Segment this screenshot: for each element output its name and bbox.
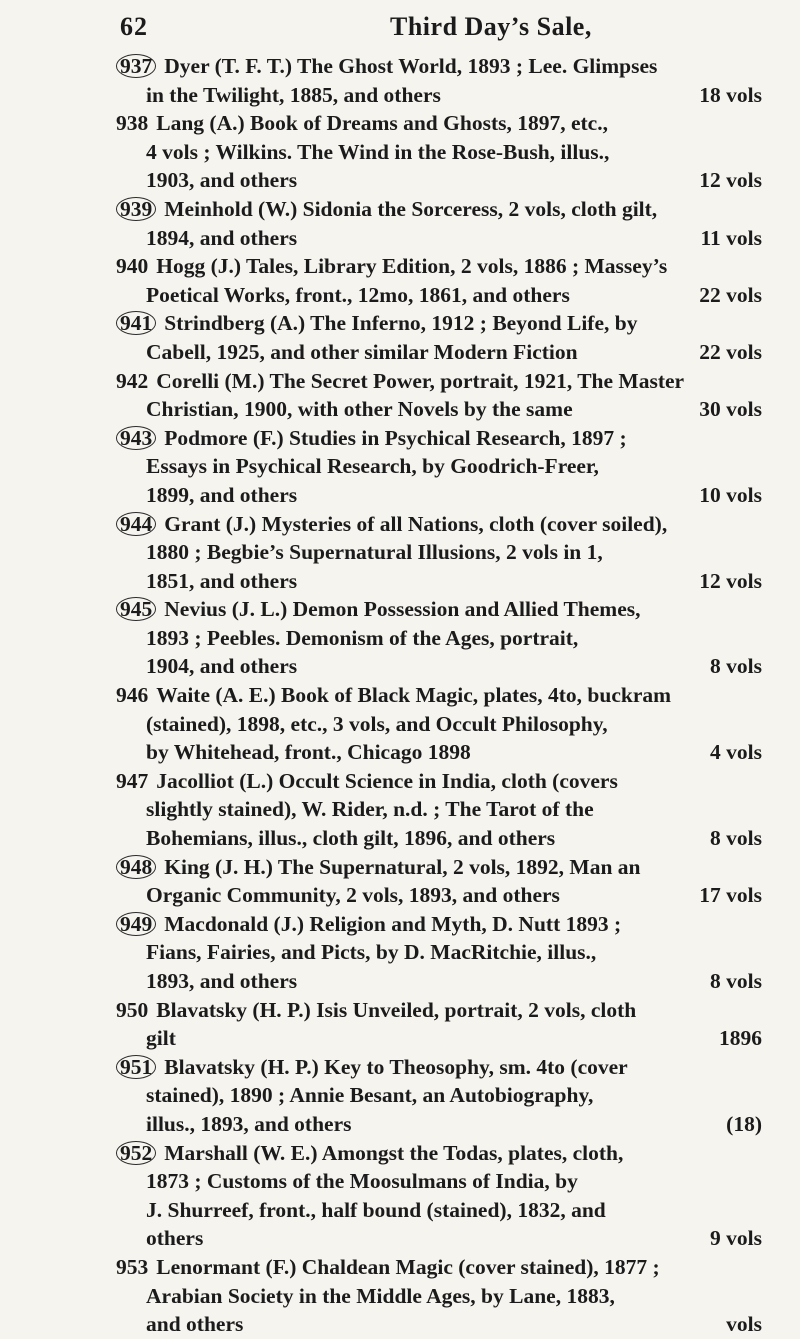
lot-text: Hogg (J.) Tales, Library Edition, 2 vols, 1886 ; Massey’s [156, 254, 668, 279]
lot-text: 1894, and others [146, 225, 298, 250]
lot-quantity: 18 vols [699, 82, 762, 107]
lot-number: 951 [116, 1055, 156, 1079]
lot-entry [0, 195, 762, 252]
lot-entry [0, 109, 762, 195]
lot-text: Essays in Psychical Research, by Goodrich-Freer, [146, 454, 599, 479]
lot-text: 1851, and others [146, 568, 298, 593]
lot-continuation-line [0, 138, 762, 167]
lot-quantity: (18) [726, 1111, 762, 1136]
lot-text: Poetical Works, front., 12mo, 1861, and others [146, 282, 570, 307]
lot-text: Nevius (J. L.) Demon Possession and Allied Themes, [164, 597, 641, 622]
lot-continuation-line [0, 166, 762, 195]
lot-number: 948 [116, 855, 156, 879]
lot-text: 1893 ; Peebles. Demonism of the Ages, portrait, [146, 625, 579, 650]
lot-text: 1893, and others [146, 969, 298, 993]
lot-continuation-line [0, 795, 762, 824]
lot-quantity: 12 vols [699, 568, 762, 593]
lot-text: stained), 1890 ; Annie Besant, an Autobiography, [146, 1083, 594, 1108]
lot-continuation-line [0, 1167, 762, 1196]
lot-quantity: 4 vols [710, 740, 762, 765]
lot-continuation-line [0, 224, 762, 253]
lot-continuation-line [0, 1024, 762, 1053]
lot-quantity: 30 vols [699, 397, 762, 422]
lot-first-line [0, 1253, 762, 1282]
lot-number: 943 [116, 426, 156, 450]
lot-text: 1880 ; Begbie’s Supernatural Illusions, 2 vols in 1, [146, 540, 603, 565]
lot-number: 940 [116, 254, 149, 279]
lot-entry [0, 996, 762, 1053]
lot-quantity: 1896 [719, 1026, 762, 1051]
lot-number: 938 [116, 111, 149, 136]
lot-text: Waite (A. E.) Book of Black Magic, plates, 4to, buckram [156, 683, 672, 708]
lot-entry [0, 1139, 762, 1253]
lot-text: Podmore (F.) Studies in Psychical Research, 1897 ; [164, 425, 627, 450]
lot-first-line [0, 252, 762, 281]
lot-quantity: 12 vols [699, 168, 762, 193]
page-header [0, 12, 800, 52]
lot-continuation-line [0, 538, 762, 567]
lot-entry [0, 853, 762, 910]
lot-continuation-line [0, 81, 762, 110]
lot-text: 4 vols ; Wilkins. The Wind in the Rose-Bush, illus., [146, 139, 610, 164]
lot-number: 942 [116, 368, 149, 393]
lot-continuation-line [0, 738, 762, 767]
lot-first-line [0, 910, 762, 939]
lot-text: 1899, and others [146, 482, 298, 507]
lot-number: 945 [116, 597, 156, 621]
lot-continuation-line [0, 395, 762, 424]
lot-text: Meinhold (W.) Sidonia the Sorceress, 2 vols, cloth gilt, [164, 196, 658, 221]
lot-continuation-line [0, 1224, 762, 1253]
lot-text: 1873 ; Customs of the Moosulmans of India, by [146, 1169, 578, 1194]
lot-first-line [0, 996, 762, 1025]
lot-number: 944 [116, 512, 156, 536]
lot-text: in the Twilight, 1885, and others [146, 82, 441, 107]
lot-continuation-line [0, 824, 762, 853]
lot-number: 953 [116, 1254, 149, 1279]
lot-first-line [0, 367, 762, 396]
lot-first-line [0, 109, 762, 138]
lot-text: Macdonald (J.) Religion and Myth, D. Nutt 1893 ; [164, 911, 622, 936]
lot-continuation-line [0, 1196, 762, 1225]
lot-quantity: 8 vols [710, 654, 762, 679]
lot-list [0, 52, 800, 1339]
lot-quantity: 17 vols [699, 883, 762, 908]
lot-entry [0, 510, 762, 596]
lot-text: (stained), 1898, etc., 3 vols, and Occult Philosophy, [146, 711, 608, 736]
lot-text: Fians, Fairies, and Picts, by D. MacRitchie, illus., [146, 940, 597, 965]
lot-text: Blavatsky (H. P.) Isis Unveiled, portrait, 2 vols, cloth [156, 997, 637, 1022]
lot-text: illus., 1893, and others [146, 1111, 352, 1136]
lot-continuation-line [0, 938, 762, 967]
lot-first-line [0, 853, 762, 882]
lot-continuation-line [0, 967, 762, 996]
lot-quantity: 8 vols [710, 826, 762, 851]
lot-first-line [0, 767, 762, 796]
lot-continuation-line [0, 567, 762, 596]
lot-continuation-line [0, 1110, 762, 1139]
lot-continuation-line [0, 338, 762, 367]
lot-entry [0, 424, 762, 510]
lot-continuation-line [0, 881, 762, 910]
lot-text: Marshall (W. E.) Amongst the Todas, plates, cloth, [164, 1140, 624, 1165]
lot-quantity: 9 vols [710, 1226, 762, 1251]
lot-text: Lang (A.) Book of Dreams and Ghosts, 1897, etc., [156, 111, 608, 136]
lot-number: 947 [116, 768, 149, 793]
lot-number: 946 [116, 683, 149, 708]
lot-number: 941 [116, 311, 156, 335]
lot-text: Arabian Society in the Middle Ages, by Lane, 1883, [146, 1283, 615, 1308]
lot-entry [0, 252, 762, 309]
lot-quantity: 22 vols [699, 282, 762, 307]
lot-number: 937 [116, 54, 156, 78]
lot-first-line [0, 681, 762, 710]
lot-continuation-line [0, 1081, 762, 1110]
lot-entry [0, 910, 762, 996]
lot-first-line [0, 510, 762, 539]
lot-text: J. Shurreef, front., half bound (stained), 1832, and [146, 1197, 606, 1222]
lot-text: 1904, and others [146, 654, 298, 679]
lot-text: Strindberg (A.) The Inferno, 1912 ; Beyond Life, by [164, 311, 638, 336]
lot-quantity: 11 vols [700, 225, 762, 250]
lot-number: 950 [116, 997, 149, 1022]
lot-first-line [0, 195, 762, 224]
lot-quantity: 22 vols [699, 339, 762, 364]
lot-text: others [146, 1226, 204, 1251]
running-title: Third Day’s Sale, [390, 12, 592, 41]
lot-entry [0, 367, 762, 424]
lot-first-line [0, 595, 762, 624]
lot-number: 952 [116, 1141, 156, 1165]
lot-continuation-line [0, 481, 762, 510]
lot-text: by Whitehead, front., Chicago 1898 [146, 740, 471, 765]
lot-text: Grant (J.) Mysteries of all Nations, cloth (cover soiled), [164, 511, 668, 536]
lot-entry [0, 309, 762, 366]
lot-continuation-line [0, 652, 762, 681]
lot-text: slightly stained), W. Rider, n.d. ; The Tarot of the [146, 797, 594, 822]
lot-text: Corelli (M.) The Secret Power, portrait, 1921, The Master [156, 368, 685, 393]
lot-text: and others [146, 1312, 244, 1337]
lot-continuation-line [0, 624, 762, 653]
lot-first-line [0, 1053, 762, 1082]
lot-first-line [0, 1139, 762, 1168]
lot-continuation-line [0, 1310, 762, 1339]
lot-quantity: 10 vols [699, 482, 762, 507]
page-number: 62 [120, 12, 148, 41]
lot-continuation-line [0, 452, 762, 481]
lot-continuation-line [0, 710, 762, 739]
lot-text: King (J. H.) The Supernatural, 2 vols, 1892, Man an [164, 854, 641, 879]
lot-text: Bohemians, illus., cloth gilt, 1896, and others [146, 826, 556, 851]
lot-continuation-line [0, 1282, 762, 1311]
lot-entry [0, 767, 762, 853]
lot-continuation-line [0, 281, 762, 310]
lot-quantity: 8 vols [710, 969, 762, 993]
lot-text: 1903, and others [146, 168, 298, 193]
lot-first-line [0, 424, 762, 453]
lot-quantity: vols [726, 1312, 762, 1337]
lot-entry [0, 52, 762, 109]
lot-text: Lenormant (F.) Chaldean Magic (cover stained), 1877 ; [156, 1254, 660, 1279]
lot-number: 939 [116, 197, 156, 221]
lot-text: gilt [146, 1026, 176, 1051]
lot-text: Blavatsky (H. P.) Key to Theosophy, sm. 4to (cover [164, 1054, 628, 1079]
lot-entry [0, 681, 762, 767]
lot-text: Christian, 1900, with other Novels by the same [146, 397, 573, 422]
lot-text: Organic Community, 2 vols, 1893, and others [146, 883, 560, 908]
lot-text: Dyer (T. F. T.) The Ghost World, 1893 ; Lee. Glimpses [164, 54, 658, 78]
lot-text: Jacolliot (L.) Occult Science in India, cloth (covers [156, 768, 618, 793]
lot-first-line [0, 52, 762, 81]
lot-first-line [0, 309, 762, 338]
lot-number: 949 [116, 912, 156, 936]
lot-entry [0, 595, 762, 681]
lot-text: Cabell, 1925, and other similar Modern Fiction [146, 339, 578, 364]
lot-entry [0, 1053, 762, 1139]
lot-entry [0, 1253, 762, 1339]
